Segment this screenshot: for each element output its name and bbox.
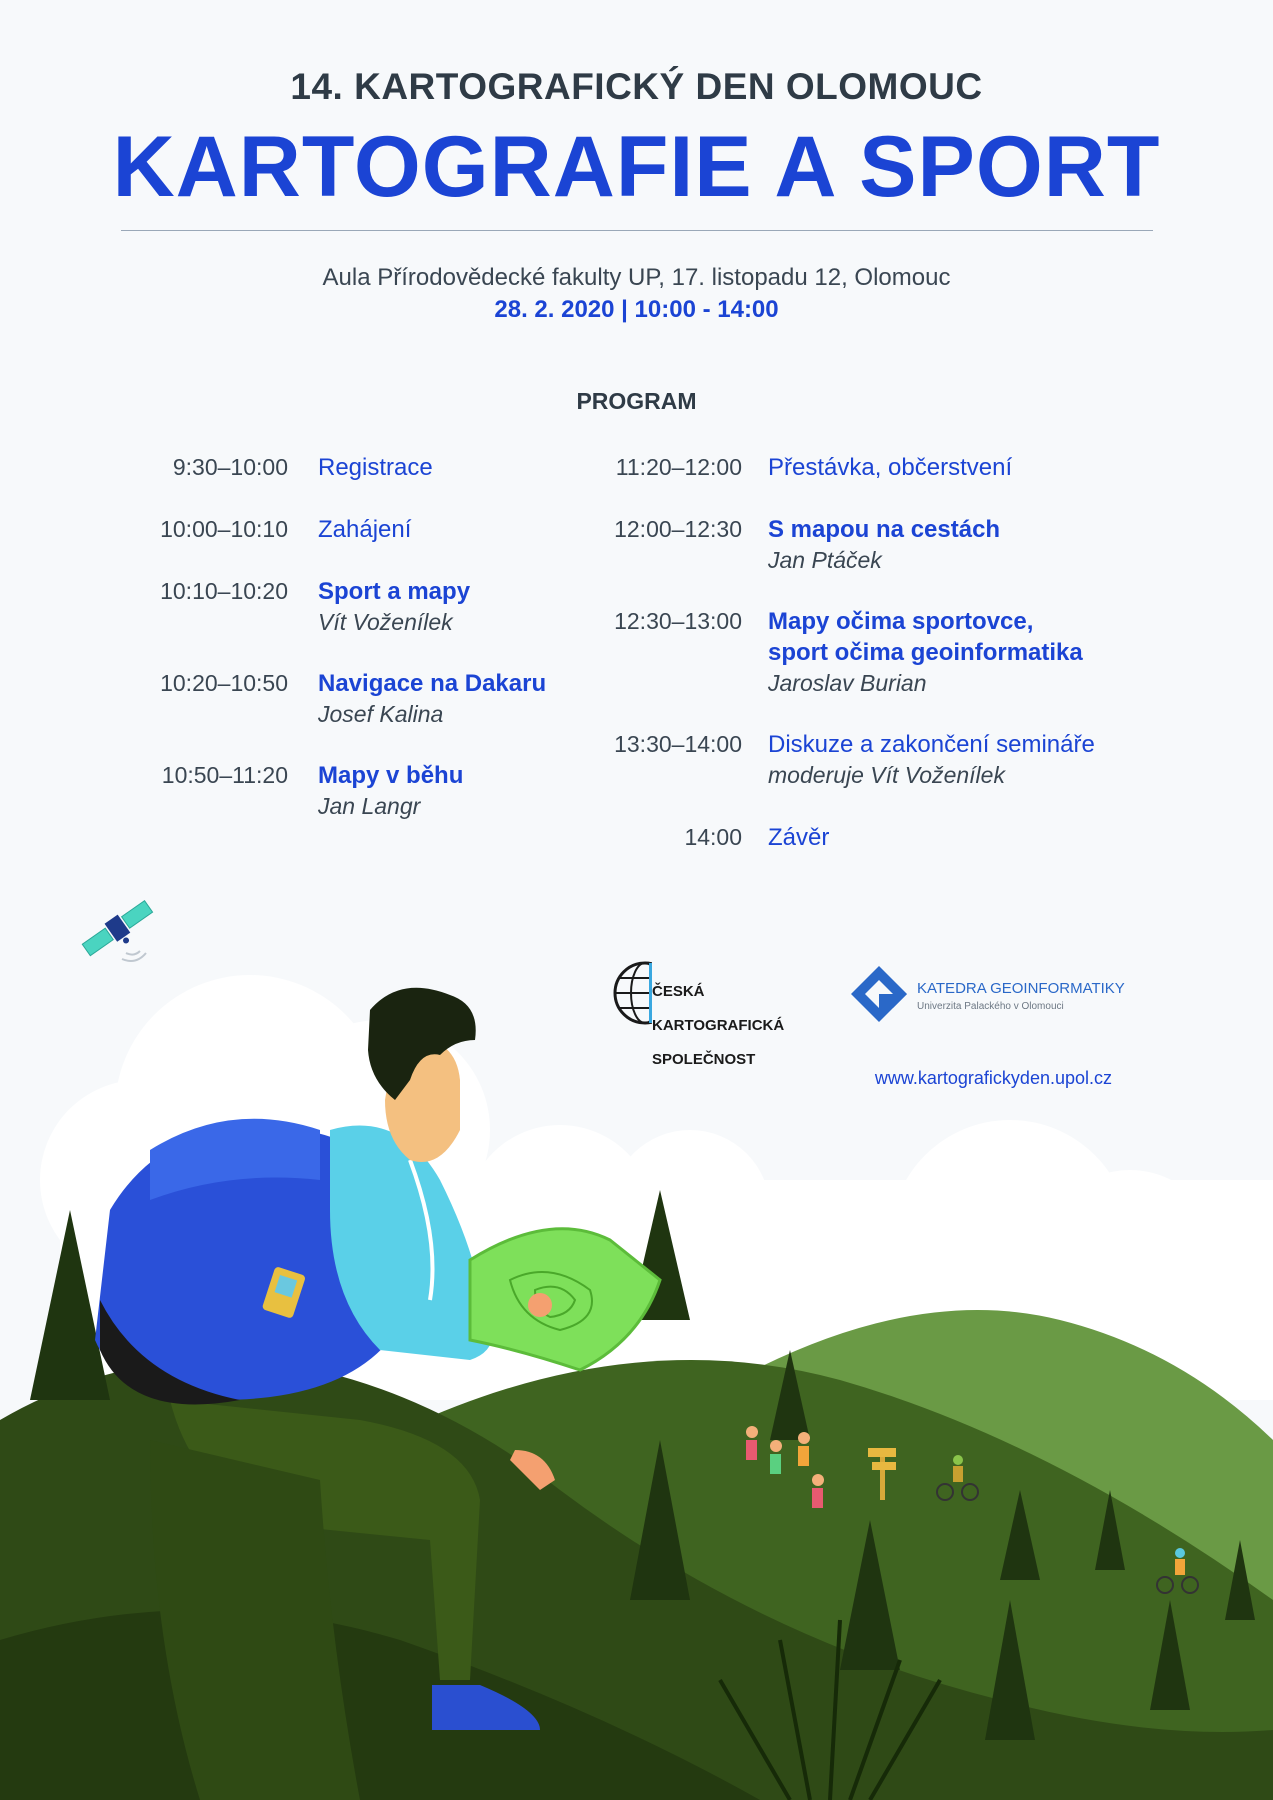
program-time: 10:10–10:20: [160, 578, 288, 604]
cks-logo: [612, 958, 785, 1068]
program-talk: Mapy v běhu: [318, 762, 464, 789]
geoinformatics-logo-icon: [849, 964, 909, 1024]
program-time: 9:30–10:00: [172, 454, 288, 480]
program-time: 10:50–11:20: [161, 762, 288, 788]
cks-line2: KARTOGRAFICKÁ: [652, 1017, 785, 1034]
program-speaker: Josef Kalina: [318, 701, 444, 727]
website-link[interactable]: www.kartografickyden.upol.cz: [874, 1068, 1112, 1088]
program-speaker: Vít Voženílek: [318, 609, 453, 635]
program-talk-line2: sport očima geoinformatika: [768, 639, 1083, 666]
event-subtitle: 14. KARTOGRAFICKÝ DEN OLOMOUC: [290, 66, 983, 107]
program-time: 10:20–10:50: [160, 670, 288, 696]
globe-icon: [612, 960, 652, 1026]
program-time: 11:20–12:00: [615, 454, 742, 480]
program-heading: PROGRAM: [576, 388, 697, 414]
event-title: KARTOGRAFIE A SPORT: [112, 119, 1161, 215]
program-time: 12:00–12:30: [614, 516, 742, 542]
program-talk: Mapy očima sportovce,: [768, 608, 1034, 635]
program-time: 14:00: [684, 824, 742, 850]
program-talk: S mapou na cestách: [768, 516, 1001, 543]
program-talk: Navigace na Dakaru: [318, 670, 547, 697]
program-talk: Diskuze a zakončení semináře: [768, 731, 1095, 758]
date-time: 28. 2. 2020 | 10:00 - 14:00: [494, 296, 779, 323]
venue-text: Aula Přírodovědecké fakulty UP, 17. listopadu 12, Olomouc: [322, 264, 951, 291]
program-talk: Přestávka, občerstvení: [768, 454, 1013, 481]
cks-line1: ČESKÁ: [652, 983, 705, 1000]
program-speaker: moderuje Vít Voženílek: [768, 762, 1005, 788]
header-divider: [121, 230, 1153, 231]
satellite-icon: [78, 893, 158, 965]
kg-logo: [849, 964, 1125, 1024]
program-speaker: Jan Ptáček: [768, 547, 882, 573]
program-talk: Zahájení: [318, 516, 412, 543]
program-talk: Registrace: [318, 454, 433, 481]
program-time: 10:00–10:10: [160, 516, 288, 542]
logos-row: [612, 958, 1125, 1068]
cks-line3: SPOLEČNOST: [652, 1051, 756, 1068]
program-talk: Sport a mapy: [318, 578, 471, 605]
kg-title: KATEDRA GEOINFORMATIKY: [917, 980, 1125, 997]
kg-subtitle: Univerzita Palackého v Olomouci: [917, 1001, 1064, 1012]
program-time: 12:30–13:00: [614, 608, 742, 634]
program-speaker: Jaroslav Burian: [768, 670, 927, 696]
program-speaker: Jan Langr: [318, 793, 421, 819]
program-talk: Závěr: [768, 824, 830, 851]
program-time: 13:30–14:00: [614, 731, 742, 757]
